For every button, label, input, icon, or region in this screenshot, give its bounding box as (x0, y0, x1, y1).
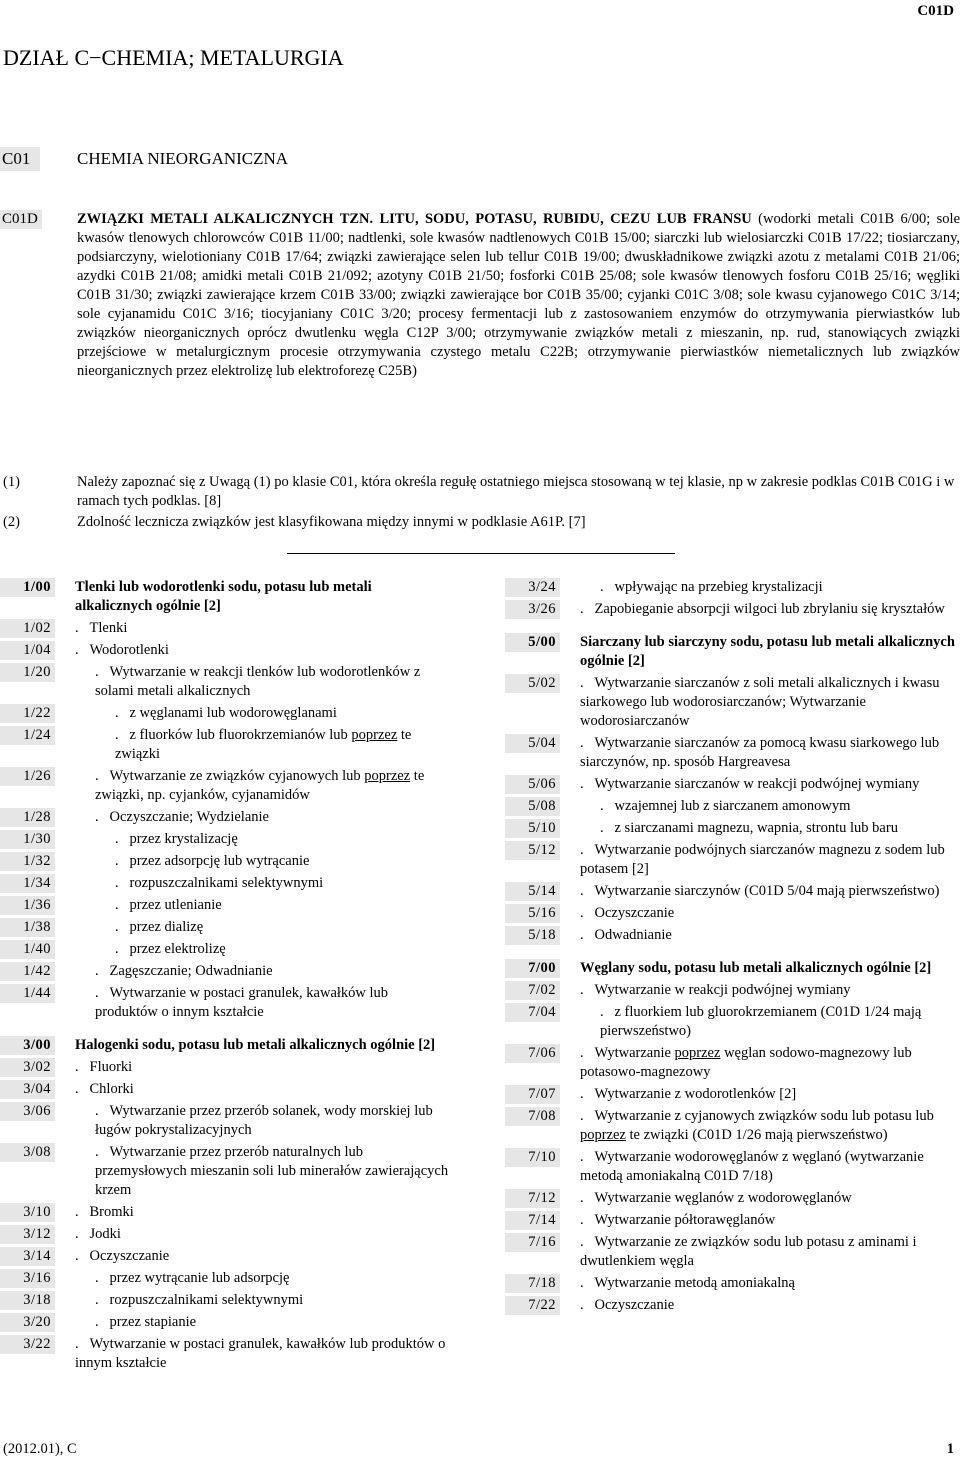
indent-dots: . (75, 1248, 90, 1264)
group-code: 3/02 (0, 1058, 55, 1077)
group-code: 7/08 (505, 1107, 560, 1126)
indent-dots: . (75, 642, 90, 658)
indent-dots: . (95, 664, 110, 680)
title-text: Wytwarzanie podwójnych siarczanów magnezu z sodem lub potasem [2] (580, 842, 945, 877)
indent-dots: . (95, 1103, 110, 1119)
note-number: (1) (3, 474, 20, 490)
group-code: 3/22 (0, 1335, 55, 1354)
group-entry (0, 874, 450, 893)
group-title (75, 1058, 450, 1077)
title-text: przez elektrolizę (129, 941, 226, 957)
indent-dots: . (115, 727, 130, 743)
group-code: 1/02 (0, 619, 55, 638)
indent-dots: . (75, 1081, 90, 1097)
group-entry (0, 1102, 450, 1140)
group-title (580, 1189, 955, 1208)
group-entry (505, 1274, 955, 1293)
indent-dots: . (115, 875, 130, 891)
group-title (75, 663, 450, 701)
group-title (580, 904, 955, 923)
group-code: 7/12 (505, 1189, 560, 1208)
group-title (580, 1107, 955, 1145)
group-title (580, 882, 955, 901)
group-entry (505, 578, 955, 597)
group-entry (505, 882, 955, 901)
group-code: 3/18 (0, 1291, 55, 1310)
title-text: Odwadnianie (594, 927, 672, 943)
group-entry (0, 641, 450, 660)
group-entry (0, 962, 450, 981)
title-text: Wytwarzanie ze związków sodu lub potasu z aminami i dwutlenkiem węgla (580, 1234, 917, 1269)
group-code: 1/26 (0, 767, 55, 786)
indent-dots: . (580, 776, 595, 792)
group-title (75, 852, 450, 871)
group-title (75, 962, 450, 981)
group-title (580, 841, 955, 879)
group-code: 3/04 (0, 1080, 55, 1099)
group-title (580, 1296, 955, 1315)
title-part: Wytwarzanie ze związków cyjanowych lub (109, 768, 365, 784)
group-code: 1/24 (0, 726, 55, 745)
indent-dots: . (580, 1297, 595, 1313)
title-text: przez adsorpcję lub wytrącanie (129, 853, 310, 869)
group-title (580, 959, 955, 978)
group-entry (0, 896, 450, 915)
group-entry (0, 1313, 450, 1332)
group-entry (0, 619, 450, 638)
group-code: 5/06 (505, 775, 560, 794)
group-title (75, 1313, 450, 1332)
title-text: Oczyszczanie (89, 1248, 170, 1264)
note-number: (2) (3, 514, 20, 530)
group-title (580, 1085, 955, 1104)
indent-dots: . (580, 1212, 595, 1228)
group-entry (505, 1107, 955, 1145)
group-title (75, 918, 450, 937)
group-code: 5/12 (505, 841, 560, 860)
title-text: z węglanami lub wodorowęglanami (129, 705, 337, 721)
indent-dots: . (580, 1275, 595, 1291)
group-entry (0, 1080, 450, 1099)
note-2 (3, 513, 960, 532)
group-entry (505, 633, 955, 671)
indent-dots: . (600, 579, 615, 595)
group-code: 3/26 (505, 600, 560, 619)
title-text: przez krystalizację (129, 831, 238, 847)
title-text: Wytwarzanie siarczynów (C01D 5/04 mają pierwszeństwo) (594, 883, 940, 899)
group-code: 7/22 (505, 1296, 560, 1315)
page-number: 1 (946, 1441, 954, 1457)
indent-dots: . (580, 883, 595, 899)
underlined-term: poprzez (364, 768, 411, 784)
title-part: te związki (C01D 1/26 mają pierwszeństwo) (625, 1127, 888, 1143)
group-title (580, 578, 955, 597)
title-text: Halogenki sodu, potasu lub metali alkalicznych ogólnie [2] (75, 1037, 436, 1053)
group-code: 3/00 (0, 1036, 55, 1055)
group-title (580, 633, 955, 671)
separator-rule (287, 553, 675, 554)
group-code: 3/08 (0, 1143, 55, 1162)
group-entry (0, 918, 450, 937)
group-code: 5/00 (505, 633, 560, 652)
indent-dots: . (95, 768, 110, 784)
title-text: Zapobieganie absorpcji wilgoci lub zbrylaniu się kryształów (594, 601, 945, 617)
group-entry (505, 1189, 955, 1208)
indent-dots: . (580, 1190, 595, 1206)
group-code: 5/18 (505, 926, 560, 945)
group-entry (0, 1203, 450, 1222)
group-title (75, 641, 450, 660)
indent-dots: . (75, 1336, 90, 1352)
group-code: 7/02 (505, 981, 560, 1000)
group-entry (0, 767, 450, 805)
underlined-term: poprzez (351, 727, 398, 743)
group-code: 1/04 (0, 641, 55, 660)
indent-dots: . (580, 905, 595, 921)
title-text: wpływając na przebieg krystalizacji (614, 579, 823, 595)
title-text: Wytwarzanie w reakcji tlenków lub wodorotlenków z solami metali alkalicznych (95, 664, 421, 699)
group-title (580, 797, 955, 816)
note-text: Zdolność lecznicza związków jest klasyfikowana między innymi w podklasie A61P. [7] (77, 514, 586, 530)
title-text: Wytwarzanie z wodorotlenków [2] (594, 1086, 797, 1102)
title-text: Wytwarzanie siarczanów w reakcji podwójnej wymiany (594, 776, 920, 792)
title-text: przez utlenianie (129, 897, 222, 913)
group-entry (0, 704, 450, 723)
left-column (0, 578, 450, 1376)
group-code: 3/24 (505, 578, 560, 597)
group-title (580, 674, 955, 731)
title-text: Wytwarzanie siarczanów za pomocą kwasu siarkowego lub siarczynów, np. sposób Hargreavesa (580, 735, 940, 770)
group-title (75, 1203, 450, 1222)
group-entry (505, 926, 955, 945)
group-code: 1/28 (0, 808, 55, 827)
indent-dots: . (115, 705, 130, 721)
group-entry (0, 1058, 450, 1077)
group-code: 7/04 (505, 1003, 560, 1022)
group-title (75, 808, 450, 827)
group-title (580, 775, 955, 794)
title-text: Wytwarzanie metodą amoniakalną (594, 1275, 795, 1291)
group-code: 7/00 (505, 959, 560, 978)
group-code: 1/22 (0, 704, 55, 723)
title-text: Zagęszczanie; Odwadnianie (109, 963, 273, 979)
group-entry (0, 1036, 450, 1055)
group-entry (505, 600, 955, 619)
class-code: C01 (0, 147, 40, 171)
title-part: z fluorków lub fluorokrzemianów lub (129, 727, 352, 743)
indent-dots: . (580, 601, 595, 617)
indent-dots: . (115, 919, 130, 935)
indent-dots: . (95, 985, 110, 1001)
title-text: Wytwarzanie węglanów z wodorowęglanów (594, 1190, 852, 1206)
title-text: Wytwarzanie przez przerób solanek, wody morskiej lub ługów pokrystalizacyjnych (95, 1103, 433, 1138)
group-code: 7/07 (505, 1085, 560, 1104)
indent-dots: . (600, 820, 615, 836)
indent-dots: . (580, 982, 595, 998)
group-title (75, 830, 450, 849)
title-text: rozpuszczalnikami selektywnymi (109, 1292, 304, 1308)
group-entry (0, 830, 450, 849)
indent-dots: . (95, 1270, 110, 1286)
group-title (75, 940, 450, 959)
group-entry (0, 852, 450, 871)
group-code: 7/18 (505, 1274, 560, 1293)
group-code: 3/20 (0, 1313, 55, 1332)
title-text: przez dializę (129, 919, 204, 935)
title-text: Siarczany lub siarczyny sodu, potasu lub metali alkalicznych ogólnie [2] (580, 634, 955, 669)
group-entry (0, 808, 450, 827)
subclass-references: (wodorki metali C01B 6/00; sole kwasów tlenowych chlorowców C01B 11/00; nadtlenki, sole kwasów nadtlenowych C01B 15/00; siarczki lub wielosiarczki C01B 17/22; tiosiarczany, podsiarczyny, wielotioniany C01B 17/64; związki zawierające selen lub tellur C01B 19/00; dwuskładnikowe związki azotu z metalami C01B 21/06; azydki C01B 21/08; amidki metali C01B 21/092; azotyny C01B 21/50; fosforki C01B 25/08; sole kwasów tlenowych fosforu C01B 25/16; węgliki C01B 31/30; związki zawierające krzem C01B 33/00; związki zawierające bor C01B 35/00; cyjanki C01C 3/08; sole kwasu cyjanowego C01C 3/14; sole cyjanamidu C01C 3/16; tiocyjaniany C01C 3/20; procesy fermentacji lub z zastosowaniem enzymów do otrzymywania pierwiastków lub związków nieorganicznych oprócz dwutlenku węgla C12P 3/00; otrzymywanie związków metali z mieszanin, np. rud, stanowiących związki przejściowe w metalurgicznym procesie otrzymywania czystego metalu C22B; otrzymywanie pierwiastków niemetalicznych lub związków nieorganicznych przez elektrolizę lub elektroforezę C25B) (77, 211, 960, 379)
group-title (580, 819, 955, 838)
group-title (75, 1269, 450, 1288)
group-entry (505, 841, 955, 879)
group-title (75, 1225, 450, 1244)
group-entry (0, 940, 450, 959)
group-entry (505, 904, 955, 923)
indent-dots: . (580, 1086, 595, 1102)
group-entry (505, 1148, 955, 1186)
title-text: z siarczanami magnezu, wapnia, strontu lub baru (614, 820, 898, 836)
group-title (580, 600, 955, 619)
title-text: Oczyszczanie (594, 1297, 675, 1313)
group-code: 1/32 (0, 852, 55, 871)
group-entry (505, 819, 955, 838)
title-text: wzajemnej lub z siarczanem amonowym (614, 798, 851, 814)
group-entry (505, 1003, 955, 1041)
indent-dots: . (600, 1004, 615, 1020)
title-text: z fluorkiem lub gluorokrzemianem (C01D 1/24 mają pierwszeństwo) (600, 1004, 922, 1039)
indent-dots: . (580, 1045, 595, 1061)
title-part: Wytwarzanie (594, 1045, 675, 1061)
group-code: 5/10 (505, 819, 560, 838)
indent-dots: . (580, 735, 595, 751)
title-text: Wytwarzanie siarczanów z soli metali alkalicznych i kwasu siarkowego lub wodorosiarczanów; Wytwarzanie wodorosiarczanów (580, 675, 940, 729)
title-text: Tlenki lub wodorotlenki sodu, potasu lub metali alkalicznych ogólnie [2] (75, 579, 372, 614)
group-title (75, 1247, 450, 1266)
group-code: 1/36 (0, 896, 55, 915)
indent-dots: . (75, 1226, 90, 1242)
note-1 (3, 473, 960, 511)
group-title (580, 1044, 955, 1082)
title-part: te związki (115, 727, 412, 762)
group-title (75, 896, 450, 915)
indent-dots: . (75, 620, 90, 636)
group-title (75, 1143, 450, 1200)
title-text: przez wytrącanie lub adsorpcję (109, 1270, 290, 1286)
group-entry (505, 1044, 955, 1082)
group-title (75, 1080, 450, 1099)
subclass-description (77, 210, 960, 381)
indent-dots: . (580, 1234, 595, 1250)
group-title (580, 1233, 955, 1271)
title-text: Wodorotlenki (89, 642, 169, 658)
group-entry (505, 797, 955, 816)
group-code: 1/40 (0, 940, 55, 959)
group-entry (505, 1233, 955, 1271)
title-text: rozpuszczalnikami selektywnymi (129, 875, 324, 891)
group-title (75, 767, 450, 805)
group-title (75, 1291, 450, 1310)
indent-dots: . (95, 1292, 110, 1308)
group-code: 7/14 (505, 1211, 560, 1230)
group-code: 1/34 (0, 874, 55, 893)
group-entry (0, 1247, 450, 1266)
title-text: Wytwarzanie w postaci granulek, kawałków lub produktów o innym kształcie (95, 985, 389, 1020)
group-code: 3/16 (0, 1269, 55, 1288)
group-entry (505, 959, 955, 978)
group-entry (0, 1269, 450, 1288)
indent-dots: . (115, 853, 130, 869)
indent-dots: . (580, 675, 595, 691)
indent-dots: . (580, 927, 595, 943)
title-text: Wytwarzanie przez przerób naturalnych lub przemysłowych mieszanin soli lub minerałów zawierających krzem (95, 1144, 449, 1198)
group-entry (0, 1335, 450, 1373)
group-title (75, 874, 450, 893)
subclass-title: ZWIĄZKI METALI ALKALICZNYCH TZN. LITU, SODU, POTASU, RUBIDU, CEZU LUB FRANSU (77, 211, 752, 227)
group-entry (505, 1296, 955, 1315)
underlined-term: poprzez (580, 1127, 626, 1143)
group-code: 1/00 (0, 578, 55, 597)
title-text: Wytwarzanie półtorawęglanów (594, 1212, 776, 1228)
group-title (580, 1148, 955, 1186)
group-code: 3/10 (0, 1203, 55, 1222)
subclass-code: C01D (0, 210, 42, 229)
group-title (580, 926, 955, 945)
indent-dots: . (95, 809, 110, 825)
group-entry (0, 1291, 450, 1310)
group-title (75, 1102, 450, 1140)
title-text: Wytwarzanie w reakcji podwójnej wymiany (594, 982, 851, 998)
group-code: 3/14 (0, 1247, 55, 1266)
group-entry (0, 984, 450, 1022)
title-text: Bromki (89, 1204, 134, 1220)
title-text: Oczyszczanie (594, 905, 675, 921)
indent-dots: . (115, 897, 130, 913)
title-text: Fluorki (89, 1059, 133, 1075)
group-code: 1/42 (0, 962, 55, 981)
group-title (75, 726, 450, 764)
indent-dots: . (95, 1314, 110, 1330)
group-title (580, 1003, 955, 1041)
group-entry (505, 674, 955, 731)
indent-dots: . (580, 842, 595, 858)
group-code: 7/10 (505, 1148, 560, 1167)
group-title (75, 704, 450, 723)
group-code: 5/04 (505, 734, 560, 753)
group-title (75, 1036, 450, 1055)
group-code: 7/16 (505, 1233, 560, 1252)
group-title (580, 1274, 955, 1293)
title-text: Węglany sodu, potasu lub metali alkalicznych ogólnie [2] (580, 960, 932, 976)
group-code: 1/38 (0, 918, 55, 937)
indent-dots: . (75, 1204, 90, 1220)
indent-dots: . (95, 1144, 110, 1160)
indent-dots: . (115, 831, 130, 847)
group-entry (0, 663, 450, 701)
group-title (75, 578, 450, 616)
indent-dots: . (115, 941, 130, 957)
title-text: Jodki (89, 1226, 121, 1242)
group-code: 5/16 (505, 904, 560, 923)
title-text: przez stapianie (109, 1314, 197, 1330)
group-entry (0, 578, 450, 616)
group-code: 1/20 (0, 663, 55, 682)
group-code: 3/06 (0, 1102, 55, 1121)
note-text: Należy zapoznać się z Uwagą (1) po klasie C01, która określa regułę ostatniego miejsca stosowaną w tej klasie, np w zakresie podklas C01B C01G i w ramach tych podklas. [8] (77, 474, 955, 509)
group-code: 5/02 (505, 674, 560, 693)
group-title (75, 1335, 450, 1373)
right-column (505, 578, 955, 1318)
class-title: CHEMIA NIEORGANICZNA (77, 149, 289, 168)
indent-dots: . (95, 963, 110, 979)
group-code: 1/44 (0, 984, 55, 1003)
title-text: Tlenki (89, 620, 128, 636)
group-title (75, 619, 450, 638)
group-entry (505, 734, 955, 772)
underlined-term: poprzez (674, 1045, 721, 1061)
division-title: DZIAŁ C−CHEMIA; METALURGIA (3, 45, 344, 70)
group-title (75, 984, 450, 1022)
indent-dots: . (75, 1059, 90, 1075)
footer-edition: (2012.01), C (3, 1441, 77, 1457)
title-text: Wytwarzanie w postaci granulek, kawałków lub produktów o innym kształcie (75, 1336, 446, 1371)
group-entry (0, 726, 450, 764)
indent-dots: . (600, 798, 615, 814)
group-entry (0, 1143, 450, 1200)
title-text: Oczyszczanie; Wydzielanie (109, 809, 269, 825)
title-part: Wytwarzanie z cyjanowych związków sodu lub potasu lub (594, 1108, 934, 1124)
group-entry (505, 1085, 955, 1104)
group-entry (0, 1225, 450, 1244)
group-title (580, 981, 955, 1000)
title-part: te związki, np. cyjanków, cyjanamidów (95, 768, 425, 803)
group-code: 3/12 (0, 1225, 55, 1244)
group-entry (505, 775, 955, 794)
group-code: 5/08 (505, 797, 560, 816)
group-title (580, 1211, 955, 1230)
group-code: 7/06 (505, 1044, 560, 1063)
group-entry (505, 1211, 955, 1230)
group-entry (505, 981, 955, 1000)
group-code: 1/30 (0, 830, 55, 849)
group-code: 5/14 (505, 882, 560, 901)
indent-dots: . (580, 1149, 595, 1165)
indent-dots: . (580, 1108, 595, 1124)
title-part: węglan sodowo-magnezowy lub potasowo-magnezowy (580, 1045, 912, 1080)
title-text: Chlorki (89, 1081, 134, 1097)
group-title (580, 734, 955, 772)
title-text: Wytwarzanie wodorowęglanów z węglanó (wytwarzanie metodą amoniakalną C01D 7/18) (580, 1149, 924, 1184)
page-header-code: C01D (917, 3, 954, 19)
